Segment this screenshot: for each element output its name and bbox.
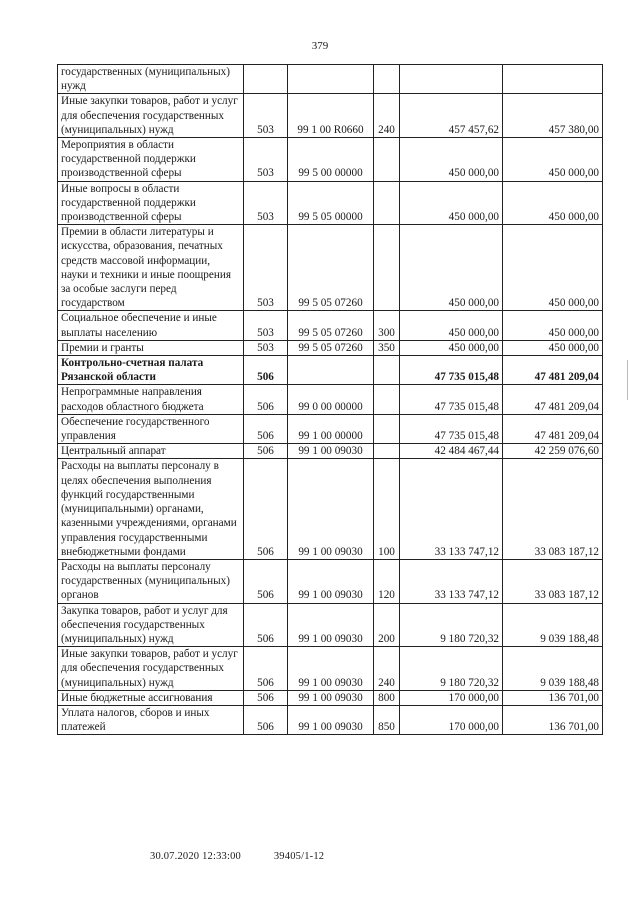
cell-sum-plan: 450 000,00 xyxy=(400,181,503,225)
cell-target-article: 99 5 00 00000 xyxy=(288,138,374,182)
cell-target-article: 99 5 05 00000 xyxy=(288,181,374,225)
table-row xyxy=(58,181,603,225)
cell-sum-plan: 33 133 747,12 xyxy=(400,459,503,559)
table-row xyxy=(58,603,603,647)
cell-code: 506 xyxy=(244,603,288,647)
cell-code: 506 xyxy=(244,414,288,443)
cell-expense-type: 200 xyxy=(374,603,400,647)
page-number: 379 xyxy=(311,40,329,52)
cell-name: Уплата налогов, сборов и иных платежей xyxy=(58,705,244,734)
cell-code: 503 xyxy=(244,94,288,138)
cell-expense-type xyxy=(374,225,400,311)
cell-target-article: 99 0 00 00000 xyxy=(288,385,374,414)
cell-sum-actual: 9 039 188,48 xyxy=(503,647,603,691)
cell-sum-actual: 450 000,00 xyxy=(503,340,603,355)
cell-sum-plan: 170 000,00 xyxy=(400,705,503,734)
cell-sum-plan: 33 133 747,12 xyxy=(400,559,503,603)
table-row xyxy=(58,225,603,311)
cell-expense-type xyxy=(374,385,400,414)
cell-sum-actual: 450 000,00 xyxy=(503,138,603,182)
cell-name: Социальное обеспечение и иные выплаты населению xyxy=(58,311,244,340)
cell-name: Центральный аппарат xyxy=(58,444,244,459)
cell-sum-plan: 47 735 015,48 xyxy=(400,385,503,414)
footer xyxy=(150,851,354,862)
cell-name: Мероприятия в области государственной поддержки производственной сферы xyxy=(58,138,244,182)
cell-sum-plan: 450 000,00 xyxy=(400,311,503,340)
table-row xyxy=(58,705,603,734)
cell-expense-type: 100 xyxy=(374,459,400,559)
cell-name: Контрольно-счетная палата Рязанской области xyxy=(58,356,244,385)
cell-code: 503 xyxy=(244,138,288,182)
cell-name: Иные закупки товаров, работ и услуг для обеспечения государственных (муниципальных) нужд xyxy=(58,647,244,691)
budget-table-body xyxy=(58,65,603,735)
cell-sum-actual: 47 481 209,04 xyxy=(503,414,603,443)
footer-timestamp: 30.07.2020 12:33:00 xyxy=(150,851,242,862)
cell-sum-plan: 450 000,00 xyxy=(400,340,503,355)
cell-target-article xyxy=(288,65,374,94)
cell-name: Непрограммные направления расходов областного бюджета xyxy=(58,385,244,414)
cell-sum-actual: 9 039 188,48 xyxy=(503,603,603,647)
cell-sum-plan: 47 735 015,48 xyxy=(400,356,503,385)
cell-sum-actual: 136 701,00 xyxy=(503,690,603,705)
cell-sum-plan: 170 000,00 xyxy=(400,690,503,705)
cell-name: Расходы на выплаты персоналу государственных (муниципальных) органов xyxy=(58,559,244,603)
cell-target-article: 99 5 05 07260 xyxy=(288,311,374,340)
cell-code: 506 xyxy=(244,705,288,734)
table-row xyxy=(58,559,603,603)
cell-sum-actual: 42 259 076,60 xyxy=(503,444,603,459)
budget-table xyxy=(57,64,603,735)
cell-expense-type: 850 xyxy=(374,705,400,734)
cell-target-article: 99 1 00 09030 xyxy=(288,705,374,734)
cell-code: 506 xyxy=(244,559,288,603)
cell-expense-type xyxy=(374,444,400,459)
footer-doc-code: 39405/1-12 xyxy=(273,851,325,862)
cell-expense-type xyxy=(374,138,400,182)
cell-name: Иные вопросы в области государственной поддержки производственной сферы xyxy=(58,181,244,225)
table-row xyxy=(58,459,603,559)
cell-sum-actual: 47 481 209,04 xyxy=(503,385,603,414)
cell-expense-type: 800 xyxy=(374,690,400,705)
cell-sum-plan: 47 735 015,48 xyxy=(400,414,503,443)
cell-expense-type: 240 xyxy=(374,94,400,138)
cell-code: 506 xyxy=(244,690,288,705)
cell-sum-actual: 457 380,00 xyxy=(503,94,603,138)
table-row xyxy=(58,340,603,355)
cell-sum-actual: 450 000,00 xyxy=(503,181,603,225)
cell-name: Премии и гранты xyxy=(58,340,244,355)
table-row xyxy=(58,414,603,443)
cell-sum-actual: 450 000,00 xyxy=(503,225,603,311)
cell-sum-plan: 9 180 720,32 xyxy=(400,647,503,691)
cell-code: 506 xyxy=(244,459,288,559)
cell-code: 506 xyxy=(244,385,288,414)
cell-target-article: 99 1 00 09030 xyxy=(288,647,374,691)
cell-name: Иные бюджетные ассигнования xyxy=(58,690,244,705)
cell-name: Премии в области литературы и искусства, образования, печатных средств массовой информации, науки и техники и иные поощрения за особые заслуги перед государством xyxy=(58,225,244,311)
table-row xyxy=(58,138,603,182)
cell-sum-plan: 450 000,00 xyxy=(400,138,503,182)
table-row xyxy=(58,444,603,459)
table-row xyxy=(58,647,603,691)
cell-name: государственных (муниципальных) нужд xyxy=(58,65,244,94)
cell-expense-type: 120 xyxy=(374,559,400,603)
table-row xyxy=(58,65,603,94)
cell-target-article: 99 1 00 09030 xyxy=(288,559,374,603)
cell-expense-type: 350 xyxy=(374,340,400,355)
cell-sum-actual: 33 083 187,12 xyxy=(503,559,603,603)
cell-sum-actual: 136 701,00 xyxy=(503,705,603,734)
cell-code: 503 xyxy=(244,181,288,225)
cell-target-article: 99 5 05 07260 xyxy=(288,225,374,311)
table-row xyxy=(58,690,603,705)
cell-target-article: 99 1 00 00000 xyxy=(288,414,374,443)
cell-sum-plan: 450 000,00 xyxy=(400,225,503,311)
cell-target-article: 99 1 00 09030 xyxy=(288,690,374,705)
table-row xyxy=(58,311,603,340)
cell-name: Иные закупки товаров, работ и услуг для обеспечения государственных (муниципальных) нужд xyxy=(58,94,244,138)
table-row xyxy=(58,94,603,138)
cell-expense-type: 240 xyxy=(374,647,400,691)
cell-target-article xyxy=(288,356,374,385)
cell-sum-actual: 450 000,00 xyxy=(503,311,603,340)
cell-sum-actual: 33 083 187,12 xyxy=(503,459,603,559)
cell-code: 506 xyxy=(244,356,288,385)
margin-mark xyxy=(627,360,628,400)
cell-expense-type xyxy=(374,414,400,443)
cell-name: Обеспечение государственного управления xyxy=(58,414,244,443)
cell-expense-type: 300 xyxy=(374,311,400,340)
cell-sum-plan: 42 484 467,44 xyxy=(400,444,503,459)
cell-code: 506 xyxy=(244,647,288,691)
cell-code: 506 xyxy=(244,444,288,459)
cell-sum-actual xyxy=(503,65,603,94)
cell-target-article: 99 1 00 09030 xyxy=(288,459,374,559)
cell-code: 503 xyxy=(244,340,288,355)
cell-sum-actual: 47 481 209,04 xyxy=(503,356,603,385)
cell-name: Закупка товаров, работ и услуг для обеспечения государственных (муниципальных) нужд xyxy=(58,603,244,647)
table-row xyxy=(58,356,603,385)
cell-target-article: 99 5 05 07260 xyxy=(288,340,374,355)
table-row xyxy=(58,385,603,414)
cell-target-article: 99 1 00 09030 xyxy=(288,444,374,459)
cell-target-article: 99 1 00 R0660 xyxy=(288,94,374,138)
cell-expense-type xyxy=(374,356,400,385)
cell-code: 503 xyxy=(244,311,288,340)
cell-target-article: 99 1 00 09030 xyxy=(288,603,374,647)
cell-code xyxy=(244,65,288,94)
cell-expense-type xyxy=(374,65,400,94)
cell-code: 503 xyxy=(244,225,288,311)
cell-sum-plan: 457 457,62 xyxy=(400,94,503,138)
cell-name: Расходы на выплаты персоналу в целях обеспечения выполнения функций государственными (муниципальными) органами, казенными учреждениями, органами управления государственными внебюджетными фондами xyxy=(58,459,244,559)
cell-expense-type xyxy=(374,181,400,225)
cell-sum-plan: 9 180 720,32 xyxy=(400,603,503,647)
cell-sum-plan xyxy=(400,65,503,94)
